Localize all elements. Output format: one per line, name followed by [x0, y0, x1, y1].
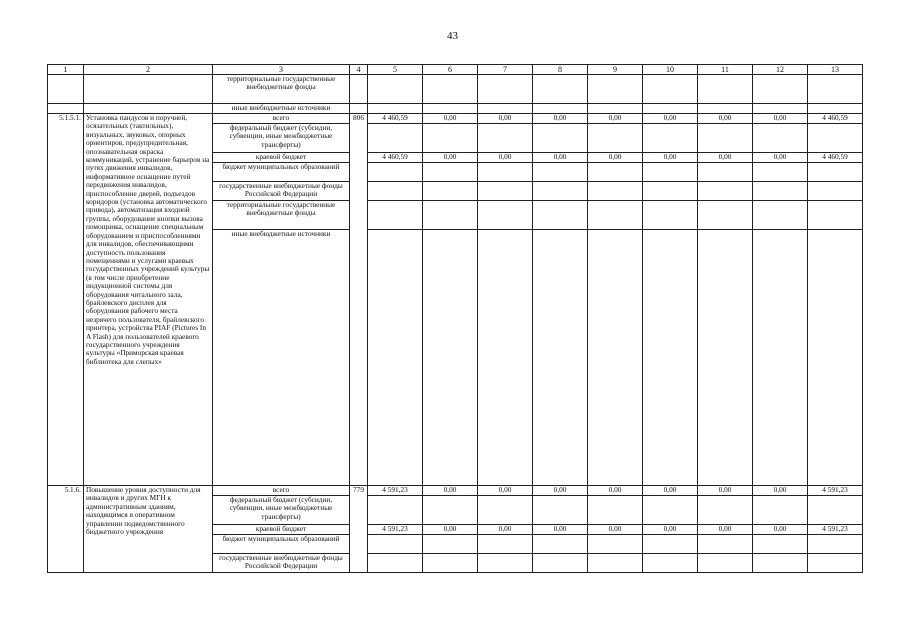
value-cell: [423, 201, 478, 230]
value-cell: [808, 182, 863, 201]
funding-source: государственные внебюджетные фонды Российской Федерации: [213, 182, 350, 201]
value-cell: [423, 554, 478, 573]
column-header-row: [48, 65, 863, 75]
value-cell: [533, 201, 588, 230]
table-row: [48, 114, 863, 124]
value-cell: 4 591,23: [808, 486, 863, 496]
value-cell: [368, 104, 423, 114]
column-header-12: 12: [753, 65, 808, 75]
column-header-1: 1: [48, 65, 84, 75]
value-cell: [368, 230, 423, 486]
column-header-2: 2: [84, 65, 213, 75]
value-cell: [533, 496, 588, 525]
value-cell: [753, 104, 808, 114]
value-cell: [698, 75, 753, 104]
value-cell: [753, 230, 808, 486]
value-cell: [753, 75, 808, 104]
value-cell: [643, 554, 698, 573]
value-cell: [588, 182, 643, 201]
value-cell: 0,00: [423, 486, 478, 496]
value-cell: [533, 554, 588, 573]
value-cell: [588, 201, 643, 230]
value-cell: 0,00: [478, 525, 533, 535]
budget-table: [47, 64, 863, 573]
value-cell: 0,00: [643, 153, 698, 163]
funding-source: иные внебюджетные источники: [213, 230, 350, 486]
value-cell: [643, 75, 698, 104]
column-header-7: 7: [478, 65, 533, 75]
funding-source: территориальные государственные внебюджетные фонды: [213, 75, 350, 104]
value-cell: [643, 496, 698, 525]
value-cell: [533, 104, 588, 114]
value-cell: 0,00: [478, 486, 533, 496]
value-cell: [423, 124, 478, 153]
value-cell: [368, 201, 423, 230]
value-cell: [478, 496, 533, 525]
carry-row: [48, 75, 863, 104]
value-cell: [588, 496, 643, 525]
value-cell: [643, 124, 698, 153]
value-cell: [698, 201, 753, 230]
value-cell: 4 591,23: [368, 486, 423, 496]
column-4-value: 806: [350, 114, 368, 486]
value-cell: 0,00: [698, 153, 753, 163]
value-cell: [753, 554, 808, 573]
value-cell: 0,00: [533, 525, 588, 535]
value-cell: [808, 496, 863, 525]
value-cell: 0,00: [478, 114, 533, 124]
value-cell: [808, 104, 863, 114]
value-cell: 4 460,59: [368, 153, 423, 163]
value-cell: [698, 535, 753, 554]
value-cell: 0,00: [753, 114, 808, 124]
value-cell: [643, 182, 698, 201]
value-cell: 0,00: [753, 486, 808, 496]
value-cell: [643, 163, 698, 182]
value-cell: [533, 163, 588, 182]
value-cell: [588, 535, 643, 554]
value-cell: [753, 496, 808, 525]
table-row: [48, 486, 863, 496]
value-cell: 4 460,59: [808, 153, 863, 163]
value-cell: [350, 104, 368, 114]
value-cell: [808, 535, 863, 554]
value-cell: 0,00: [753, 153, 808, 163]
value-cell: [698, 230, 753, 486]
value-cell: [808, 554, 863, 573]
carry-code-cell: [48, 104, 84, 114]
funding-source: федеральный бюджет (субсидии, субвенции, иные межбюджетные трансферты): [213, 496, 350, 525]
carry-row: [48, 104, 863, 114]
value-cell: [533, 182, 588, 201]
column-4-value: 779: [350, 486, 368, 573]
column-header-9: 9: [588, 65, 643, 75]
value-cell: 0,00: [533, 486, 588, 496]
value-cell: [368, 124, 423, 153]
column-header-11: 11: [698, 65, 753, 75]
value-cell: 0,00: [423, 153, 478, 163]
column-header-3: 3: [213, 65, 350, 75]
column-header-10: 10: [643, 65, 698, 75]
carry-code-cell: [48, 75, 84, 104]
value-cell: [808, 124, 863, 153]
value-cell: [643, 104, 698, 114]
value-cell: [643, 201, 698, 230]
value-cell: [478, 163, 533, 182]
value-cell: 4 591,23: [368, 525, 423, 535]
value-cell: [808, 201, 863, 230]
value-cell: 0,00: [588, 525, 643, 535]
value-cell: 4 460,59: [368, 114, 423, 124]
value-cell: 0,00: [588, 114, 643, 124]
value-cell: [350, 75, 368, 104]
value-cell: [368, 554, 423, 573]
carry-description-cell: [84, 75, 213, 104]
value-cell: [423, 535, 478, 554]
value-cell: 0,00: [698, 525, 753, 535]
value-cell: 0,00: [423, 114, 478, 124]
value-cell: 4 591,23: [808, 525, 863, 535]
value-cell: [533, 75, 588, 104]
value-cell: 0,00: [588, 486, 643, 496]
value-cell: 0,00: [643, 525, 698, 535]
value-cell: [478, 230, 533, 486]
value-cell: [478, 182, 533, 201]
value-cell: [478, 104, 533, 114]
value-cell: [588, 230, 643, 486]
funding-source: территориальные государственные внебюджетные фонды: [213, 201, 350, 230]
funding-source: федеральный бюджет (субсидии, субвенции, иные межбюджетные трансферты): [213, 124, 350, 153]
value-cell: [533, 535, 588, 554]
value-cell: [753, 535, 808, 554]
value-cell: [423, 182, 478, 201]
value-cell: [698, 163, 753, 182]
value-cell: [478, 554, 533, 573]
funding-source: государственные внебюджетные фонды Российской Федерации: [213, 554, 350, 573]
value-cell: [423, 496, 478, 525]
item-code: 5.1.5.1.: [48, 114, 84, 486]
value-cell: [588, 163, 643, 182]
value-cell: [423, 104, 478, 114]
value-cell: [698, 182, 753, 201]
value-cell: [588, 104, 643, 114]
value-cell: [478, 535, 533, 554]
column-header-4: 4: [350, 65, 368, 75]
value-cell: 0,00: [643, 114, 698, 124]
value-cell: [753, 163, 808, 182]
value-cell: [753, 182, 808, 201]
carry-description-cell: [84, 104, 213, 114]
value-cell: [423, 163, 478, 182]
item-code: 5.1.6.: [48, 486, 84, 573]
item-description: Повышение уровня доступности для инвалидов и других МГН к административным зданиям, находящимся в оперативном управлении подведомственного бюджетного учреждения: [84, 486, 213, 573]
value-cell: [423, 230, 478, 486]
column-header-6: 6: [423, 65, 478, 75]
value-cell: [643, 230, 698, 486]
value-cell: [478, 75, 533, 104]
value-cell: [368, 535, 423, 554]
value-cell: [808, 75, 863, 104]
value-cell: [808, 163, 863, 182]
value-cell: 0,00: [588, 153, 643, 163]
funding-source: всего: [213, 114, 350, 124]
value-cell: [423, 75, 478, 104]
value-cell: [588, 554, 643, 573]
column-header-8: 8: [533, 65, 588, 75]
value-cell: [368, 163, 423, 182]
value-cell: 0,00: [643, 486, 698, 496]
page-number: 43: [447, 30, 458, 42]
funding-source: краевой бюджет: [213, 153, 350, 163]
value-cell: 4 460,59: [808, 114, 863, 124]
value-cell: 0,00: [753, 525, 808, 535]
value-cell: [698, 104, 753, 114]
value-cell: 0,00: [478, 153, 533, 163]
value-cell: 0,00: [698, 486, 753, 496]
value-cell: [808, 230, 863, 486]
value-cell: 0,00: [698, 114, 753, 124]
funding-source: бюджет муниципальных образований: [213, 163, 350, 182]
value-cell: [478, 124, 533, 153]
value-cell: [588, 124, 643, 153]
value-cell: [643, 535, 698, 554]
value-cell: [698, 124, 753, 153]
funding-source: бюджет муниципальных образований: [213, 535, 350, 554]
value-cell: [698, 496, 753, 525]
value-cell: [533, 230, 588, 486]
funding-source: всего: [213, 486, 350, 496]
value-cell: 0,00: [533, 114, 588, 124]
funding-source: краевой бюджет: [213, 525, 350, 535]
value-cell: [368, 182, 423, 201]
value-cell: [368, 75, 423, 104]
value-cell: 0,00: [423, 525, 478, 535]
column-header-5: 5: [368, 65, 423, 75]
column-header-13: 13: [808, 65, 863, 75]
funding-source: иные внебюджетные источники: [213, 104, 350, 114]
item-description: Установка пандусов и поручней, осязательных (тактильных), визуальных, звуковых, опорных ориентиров, предупредительная, опознавательная окраска коммуникаций, устранение барьеров на путях движения инвалидов, информативное оснащение путей передвижения инвалидов, приспособление дверей, подъездов коридоров (установка автоматического привода), автоматизация входной группы, оборудование кнопки вызова помощника, оснащение специальным оборудованием и приспособлениями для инвалидов, обеспечивающими доступность пользования помещениями и услугами краевых государственных учреждений культуры (в том числе приобретение индукционной системы для оборудования читального зала, брайлевского дисплея для оборудования рабочего места незрячего пользователя, брайлевского принтера, устройства PIAF (Pictures In A Flash) для пользователей краевого государственного учреждения культуры «Приморская краевая библиотека для слепых»: [84, 114, 213, 486]
value-cell: [753, 124, 808, 153]
value-cell: 0,00: [533, 153, 588, 163]
value-cell: [478, 201, 533, 230]
value-cell: [368, 496, 423, 525]
value-cell: [588, 75, 643, 104]
value-cell: [753, 201, 808, 230]
value-cell: [698, 554, 753, 573]
value-cell: [533, 124, 588, 153]
